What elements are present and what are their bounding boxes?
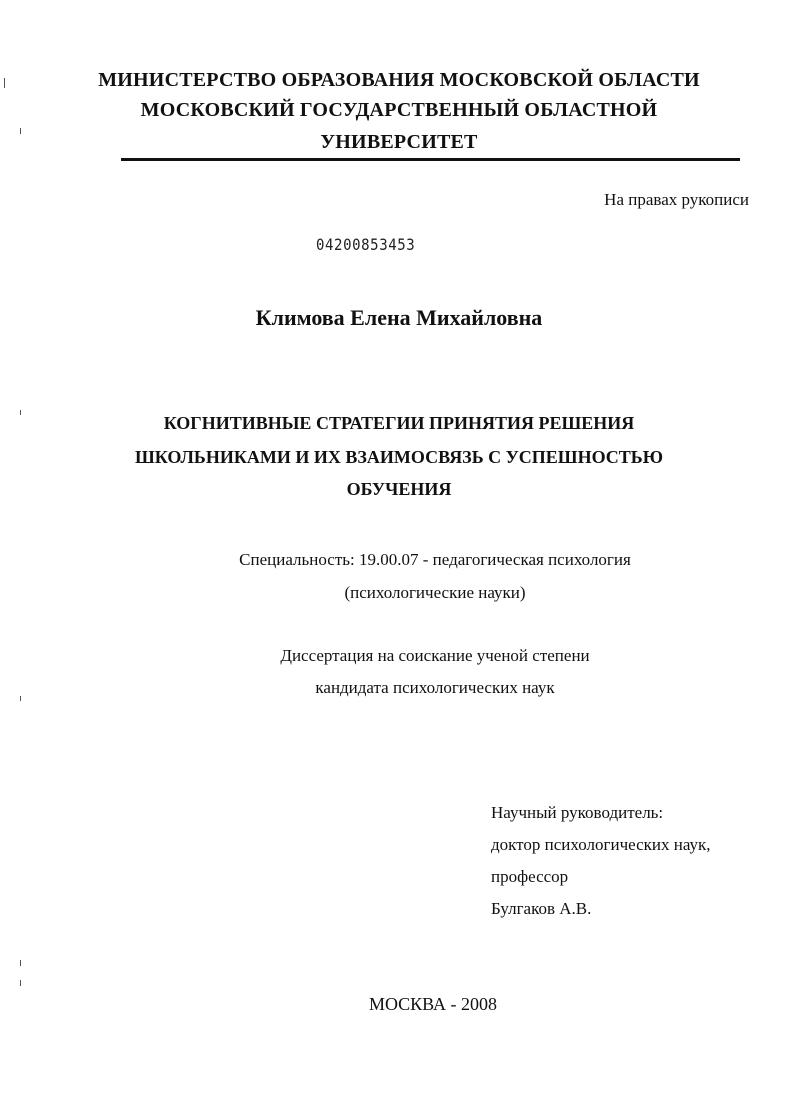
ministry-line-1: МИНИСТЕРСТВО ОБРАЗОВАНИЯ МОСКОВСКОЙ ОБЛАСТИ [98, 69, 700, 91]
advisor-rank: профессор [491, 867, 569, 886]
advisor-label: Научный руководитель: [491, 803, 664, 822]
scan-speck [20, 960, 21, 966]
scan-speck [20, 696, 21, 701]
scan-speck [20, 128, 21, 134]
registration-number: 04200853453 [316, 236, 416, 255]
degree-line-2: кандидата психологических наук [315, 678, 555, 697]
title-line-2: ШКОЛЬНИКАМИ И ИХ ВЗАИМОСВЯЗЬ С УСПЕШНОСТЬЮ [135, 447, 663, 467]
advisor-name: Булгаков А.В. [491, 899, 592, 918]
scan-speck [4, 78, 5, 88]
scan-speck [20, 410, 21, 415]
author-name: Климова Елена Михайловна [255, 305, 543, 330]
title-line-3: ОБУЧЕНИЯ [346, 479, 452, 499]
advisor-title: доктор психологических наук, [491, 835, 711, 854]
specialty-line: Специальность: 19.00.07 - педагогическая психология [239, 550, 631, 569]
ministry-line-3: УНИВЕРСИТЕТ [320, 131, 478, 153]
degree-line-1: Диссертация на соискание ученой степени [280, 646, 590, 665]
title-line-1: КОГНИТИВНЫЕ СТРАТЕГИИ ПРИНЯТИЯ РЕШЕНИЯ [163, 413, 635, 433]
city-year: МОСКВА - 2008 [368, 994, 498, 1014]
scan-speck [20, 980, 21, 986]
ministry-line-2: МОСКОВСКИЙ ГОСУДАРСТВЕННЫЙ ОБЛАСТНОЙ [140, 99, 658, 121]
specialty-field: (психологические науки) [344, 583, 526, 602]
manuscript-note: На правах рукописи [604, 190, 749, 209]
header-divider [121, 158, 740, 161]
